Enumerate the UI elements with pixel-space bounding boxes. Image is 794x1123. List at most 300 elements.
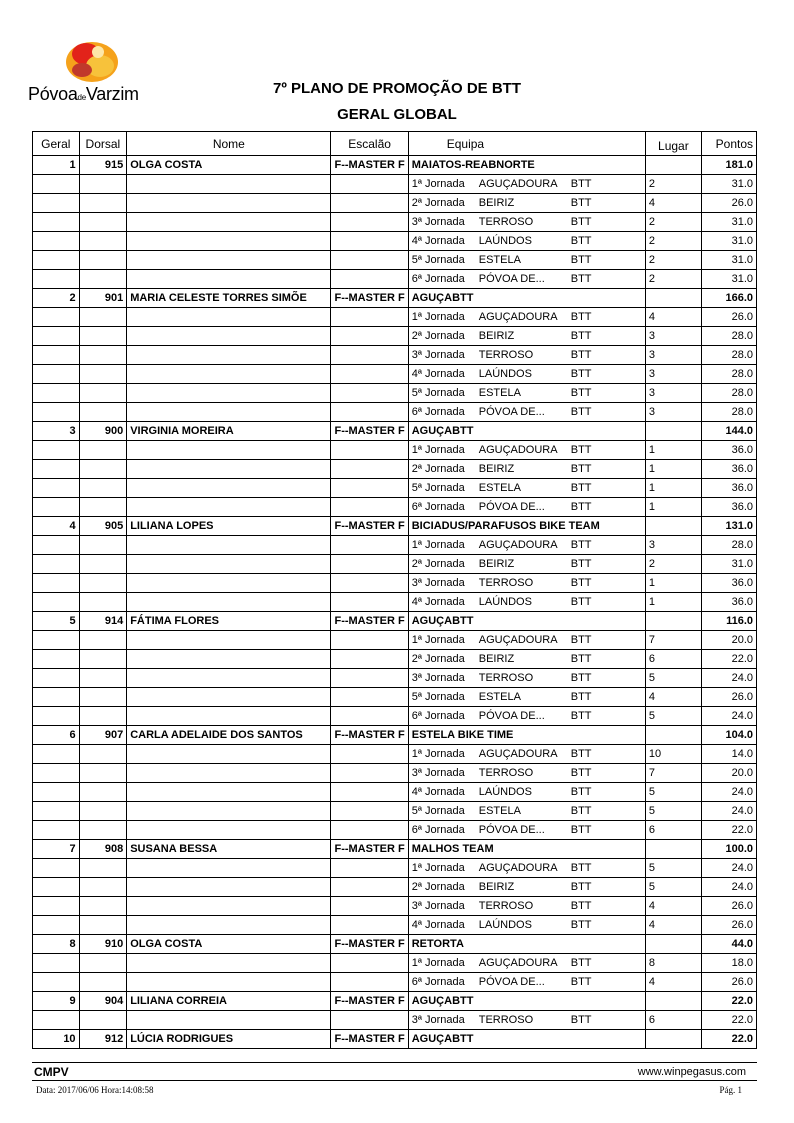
round-jornada: 4ª Jornada [411,786,465,798]
empty-cell [79,802,127,821]
empty-cell [79,916,127,935]
round-row [33,365,757,384]
round-lugar: 3 [645,346,701,365]
round-local: BEIRIZ [478,330,515,342]
header-geral: Geral [33,132,80,156]
round-local: LAÚNDOS [478,368,532,380]
footer-divider-2 [32,1080,757,1081]
round-lugar: 7 [645,764,701,783]
round-jornada: 1ª Jornada [411,311,465,323]
round-local: AGUÇADOURA [478,634,558,646]
empty-cell [127,194,331,213]
empty-cell [127,270,331,289]
round-lugar: 2 [645,251,701,270]
round-row [33,270,757,289]
empty-cell [79,764,127,783]
empty-cell [33,688,80,707]
round-pontos: 14.0 [701,745,756,764]
round-jornada: 2ª Jornada [411,197,465,209]
round-jornada: 1ª Jornada [411,748,465,760]
round-row [33,479,757,498]
logo-wordmark: PóvoadeVarzim [28,84,139,104]
empty-cell [331,973,408,992]
round-detail [408,308,645,327]
cell-dorsal: 910 [79,935,127,954]
empty-cell [33,973,80,992]
cell-nome: FÁTIMA FLORES [127,612,331,631]
cell-nome: SUSANA BESSA [127,840,331,859]
empty-cell [33,650,80,669]
empty-cell [79,460,127,479]
round-lugar: 4 [645,308,701,327]
round-row [33,707,757,726]
header-equipa: Equipa [408,132,645,156]
empty-cell [79,878,127,897]
round-jornada: 3ª Jornada [411,672,465,684]
empty-cell [127,631,331,650]
round-detail [408,232,645,251]
cell-nome: LILIANA CORREIA [127,992,331,1011]
round-local: TERROSO [478,216,534,228]
empty-cell [331,574,408,593]
round-row [33,251,757,270]
round-lugar: 1 [645,441,701,460]
empty-cell [33,859,80,878]
round-pontos: 36.0 [701,574,756,593]
round-pontos: 18.0 [701,954,756,973]
round-jornada: 1ª Jornada [411,957,465,969]
empty-cell [331,232,408,251]
cell-pontos: 22.0 [701,992,756,1011]
empty-cell [331,821,408,840]
round-lugar: 1 [645,498,701,517]
cell-dorsal: 905 [79,517,127,536]
round-mod: BTT [570,539,592,551]
round-jornada: 1ª Jornada [411,634,465,646]
cell-equipa: AGUÇABTT [408,289,645,308]
round-row [33,1011,757,1030]
cell-lugar [645,935,701,954]
empty-cell [33,536,80,555]
cell-geral: 9 [33,992,80,1011]
empty-cell [79,745,127,764]
round-detail [408,270,645,289]
empty-cell [331,669,408,688]
round-lugar: 3 [645,327,701,346]
empty-cell [79,232,127,251]
round-local: PÓVOA DE... [478,273,545,285]
cell-pontos: 144.0 [701,422,756,441]
round-detail [408,384,645,403]
round-mod: BTT [570,387,592,399]
empty-cell [33,384,80,403]
empty-cell [331,460,408,479]
round-local: BEIRIZ [478,463,515,475]
empty-cell [33,441,80,460]
empty-cell [79,897,127,916]
empty-cell [79,555,127,574]
empty-cell [127,574,331,593]
round-detail [408,821,645,840]
round-pontos: 22.0 [701,821,756,840]
round-row [33,802,757,821]
round-mod: BTT [570,957,592,969]
round-detail [408,194,645,213]
empty-cell [33,745,80,764]
empty-cell [79,1011,127,1030]
empty-cell [331,802,408,821]
empty-cell [127,783,331,802]
cell-escalao: F--MASTER F [331,726,408,745]
empty-cell [127,365,331,384]
empty-cell [79,954,127,973]
empty-cell [33,821,80,840]
empty-cell [33,327,80,346]
round-jornada: 6ª Jornada [411,824,465,836]
round-detail [408,764,645,783]
round-detail [408,593,645,612]
empty-cell [33,498,80,517]
round-mod: BTT [570,235,592,247]
round-detail [408,973,645,992]
round-jornada: 6ª Jornada [411,406,465,418]
round-lugar: 1 [645,479,701,498]
cell-geral: 10 [33,1030,80,1049]
cell-geral: 4 [33,517,80,536]
round-row [33,593,757,612]
empty-cell [127,346,331,365]
empty-cell [331,1011,408,1030]
empty-cell [79,403,127,422]
round-pontos: 26.0 [701,688,756,707]
cell-escalao: F--MASTER F [331,156,408,175]
results-table [32,131,757,1049]
round-lugar: 3 [645,403,701,422]
empty-cell [127,441,331,460]
round-pontos: 31.0 [701,251,756,270]
round-jornada: 2ª Jornada [411,881,465,893]
empty-cell [331,916,408,935]
round-detail [408,403,645,422]
round-pontos: 24.0 [701,707,756,726]
athlete-row [33,612,757,631]
empty-cell [79,365,127,384]
empty-cell [127,688,331,707]
empty-cell [127,327,331,346]
round-pontos: 31.0 [701,213,756,232]
empty-cell [79,213,127,232]
empty-cell [331,403,408,422]
round-lugar: 2 [645,175,701,194]
round-lugar: 6 [645,821,701,840]
athlete-row [33,1030,757,1049]
round-jornada: 4ª Jornada [411,919,465,931]
round-jornada: 4ª Jornada [411,596,465,608]
round-local: PÓVOA DE... [478,501,545,513]
cell-nome: MARIA CELESTE TORRES SIMÕE [127,289,331,308]
round-detail [408,479,645,498]
empty-cell [33,460,80,479]
empty-cell [127,251,331,270]
athlete-row [33,992,757,1011]
round-lugar: 6 [645,650,701,669]
round-lugar: 3 [645,536,701,555]
round-local: BEIRIZ [478,881,515,893]
round-pontos: 28.0 [701,536,756,555]
cell-escalao: F--MASTER F [331,1030,408,1049]
round-lugar: 2 [645,270,701,289]
empty-cell [127,403,331,422]
empty-cell [127,308,331,327]
empty-cell [331,441,408,460]
round-lugar: 2 [645,232,701,251]
round-detail [408,878,645,897]
round-mod: BTT [570,482,592,494]
round-pontos: 28.0 [701,365,756,384]
athlete-row [33,517,757,536]
round-jornada: 2ª Jornada [411,463,465,475]
empty-cell [33,764,80,783]
cell-geral: 8 [33,935,80,954]
round-detail [408,327,645,346]
round-pontos: 22.0 [701,1011,756,1030]
round-lugar: 4 [645,194,701,213]
round-pontos: 36.0 [701,479,756,498]
cell-dorsal: 901 [79,289,127,308]
header-pontos: Pontos [701,132,756,156]
footer-website: www.winpegasus.com [637,1066,746,1078]
empty-cell [33,669,80,688]
empty-cell [33,365,80,384]
empty-cell [79,175,127,194]
cell-nome: LILIANA LOPES [127,517,331,536]
round-detail [408,859,645,878]
empty-cell [79,270,127,289]
round-lugar: 1 [645,593,701,612]
round-detail [408,802,645,821]
empty-cell [331,365,408,384]
empty-cell [331,536,408,555]
empty-cell [127,479,331,498]
empty-cell [33,194,80,213]
round-mod: BTT [570,178,592,190]
cell-nome: OLGA COSTA [127,935,331,954]
round-lugar: 2 [645,555,701,574]
round-jornada: 2ª Jornada [411,653,465,665]
round-pontos: 26.0 [701,916,756,935]
round-mod: BTT [570,501,592,513]
round-detail [408,574,645,593]
cell-lugar [645,517,701,536]
empty-cell [331,954,408,973]
empty-cell [331,384,408,403]
round-mod: BTT [570,197,592,209]
round-mod: BTT [570,919,592,931]
round-jornada: 1ª Jornada [411,444,465,456]
empty-cell [33,403,80,422]
cell-lugar [645,612,701,631]
round-row [33,308,757,327]
round-detail [408,1011,645,1030]
empty-cell [79,707,127,726]
round-row [33,631,757,650]
round-jornada: 3ª Jornada [411,900,465,912]
cell-geral: 6 [33,726,80,745]
round-row [33,954,757,973]
round-jornada: 6ª Jornada [411,976,465,988]
round-detail [408,365,645,384]
cell-lugar [645,422,701,441]
cell-lugar [645,156,701,175]
empty-cell [331,479,408,498]
round-pontos: 20.0 [701,631,756,650]
round-jornada: 5ª Jornada [411,691,465,703]
footer-date: Data: 2017/06/06 Hora:14:08:58 [36,1085,154,1095]
cell-equipa: BICIADUS/PARAFUSOS BIKE TEAM [408,517,645,536]
round-jornada: 4ª Jornada [411,368,465,380]
empty-cell [127,802,331,821]
round-local: AGUÇADOURA [478,311,558,323]
round-row [33,973,757,992]
cell-geral: 5 [33,612,80,631]
cell-lugar [645,289,701,308]
round-local: TERROSO [478,767,534,779]
empty-cell [127,498,331,517]
round-detail [408,954,645,973]
round-detail [408,175,645,194]
round-mod: BTT [570,1014,592,1026]
footer-org: CMPV [34,1065,69,1079]
empty-cell [79,251,127,270]
empty-cell [79,593,127,612]
empty-cell [127,707,331,726]
empty-cell [33,270,80,289]
empty-cell [79,194,127,213]
round-jornada: 6ª Jornada [411,273,465,285]
empty-cell [127,745,331,764]
empty-cell [33,593,80,612]
empty-cell [79,498,127,517]
cell-pontos: 22.0 [701,1030,756,1049]
empty-cell [33,213,80,232]
round-local: AGUÇADOURA [478,957,558,969]
round-mod: BTT [570,767,592,779]
footer-page: Pág. 1 [719,1085,742,1095]
round-local: TERROSO [478,900,534,912]
round-local: AGUÇADOURA [478,748,558,760]
empty-cell [33,916,80,935]
empty-cell [79,574,127,593]
cell-pontos: 166.0 [701,289,756,308]
round-mod: BTT [570,577,592,589]
round-local: AGUÇADOURA [478,178,558,190]
round-lugar: 1 [645,574,701,593]
cell-escalao: F--MASTER F [331,517,408,536]
round-pontos: 24.0 [701,859,756,878]
empty-cell [331,251,408,270]
round-jornada: 5ª Jornada [411,387,465,399]
cell-lugar [645,1030,701,1049]
round-jornada: 3ª Jornada [411,767,465,779]
round-lugar: 6 [645,1011,701,1030]
round-detail [408,688,645,707]
round-row [33,669,757,688]
round-local: ESTELA [478,254,521,266]
round-pontos: 24.0 [701,802,756,821]
round-row [33,859,757,878]
empty-cell [79,536,127,555]
round-pontos: 26.0 [701,897,756,916]
empty-cell [33,251,80,270]
cell-nome: OLGA COSTA [127,156,331,175]
empty-cell [127,232,331,251]
round-mod: BTT [570,311,592,323]
round-row [33,175,757,194]
empty-cell [127,669,331,688]
empty-cell [127,536,331,555]
empty-cell [331,897,408,916]
cell-lugar [645,992,701,1011]
empty-cell [79,688,127,707]
round-lugar: 1 [645,460,701,479]
round-lugar: 5 [645,669,701,688]
empty-cell [127,878,331,897]
round-mod: BTT [570,976,592,988]
round-detail [408,650,645,669]
round-lugar: 8 [645,954,701,973]
round-mod: BTT [570,862,592,874]
round-mod: BTT [570,710,592,722]
round-pontos: 26.0 [701,308,756,327]
cell-geral: 1 [33,156,80,175]
round-mod: BTT [570,824,592,836]
round-row [33,688,757,707]
round-local: BEIRIZ [478,558,515,570]
round-row [33,897,757,916]
round-row [33,745,757,764]
round-detail [408,460,645,479]
round-detail [408,783,645,802]
round-detail [408,707,645,726]
round-pontos: 22.0 [701,650,756,669]
round-detail [408,897,645,916]
round-jornada: 4ª Jornada [411,235,465,247]
cell-pontos: 44.0 [701,935,756,954]
cell-equipa: AGUÇABTT [408,1030,645,1049]
round-local: PÓVOA DE... [478,710,545,722]
round-mod: BTT [570,216,592,228]
round-lugar: 10 [645,745,701,764]
header-nome: Nome [127,132,331,156]
round-mod: BTT [570,900,592,912]
round-jornada: 2ª Jornada [411,330,465,342]
empty-cell [127,593,331,612]
round-local: TERROSO [478,672,534,684]
empty-cell [331,688,408,707]
empty-cell [331,707,408,726]
round-row [33,536,757,555]
round-jornada: 1ª Jornada [411,178,465,190]
empty-cell [79,973,127,992]
cell-equipa: MALHOS TEAM [408,840,645,859]
cell-geral: 3 [33,422,80,441]
cell-dorsal: 915 [79,156,127,175]
round-jornada: 6ª Jornada [411,501,465,513]
athlete-row [33,840,757,859]
cell-escalao: F--MASTER F [331,840,408,859]
round-local: ESTELA [478,387,521,399]
round-pontos: 28.0 [701,346,756,365]
